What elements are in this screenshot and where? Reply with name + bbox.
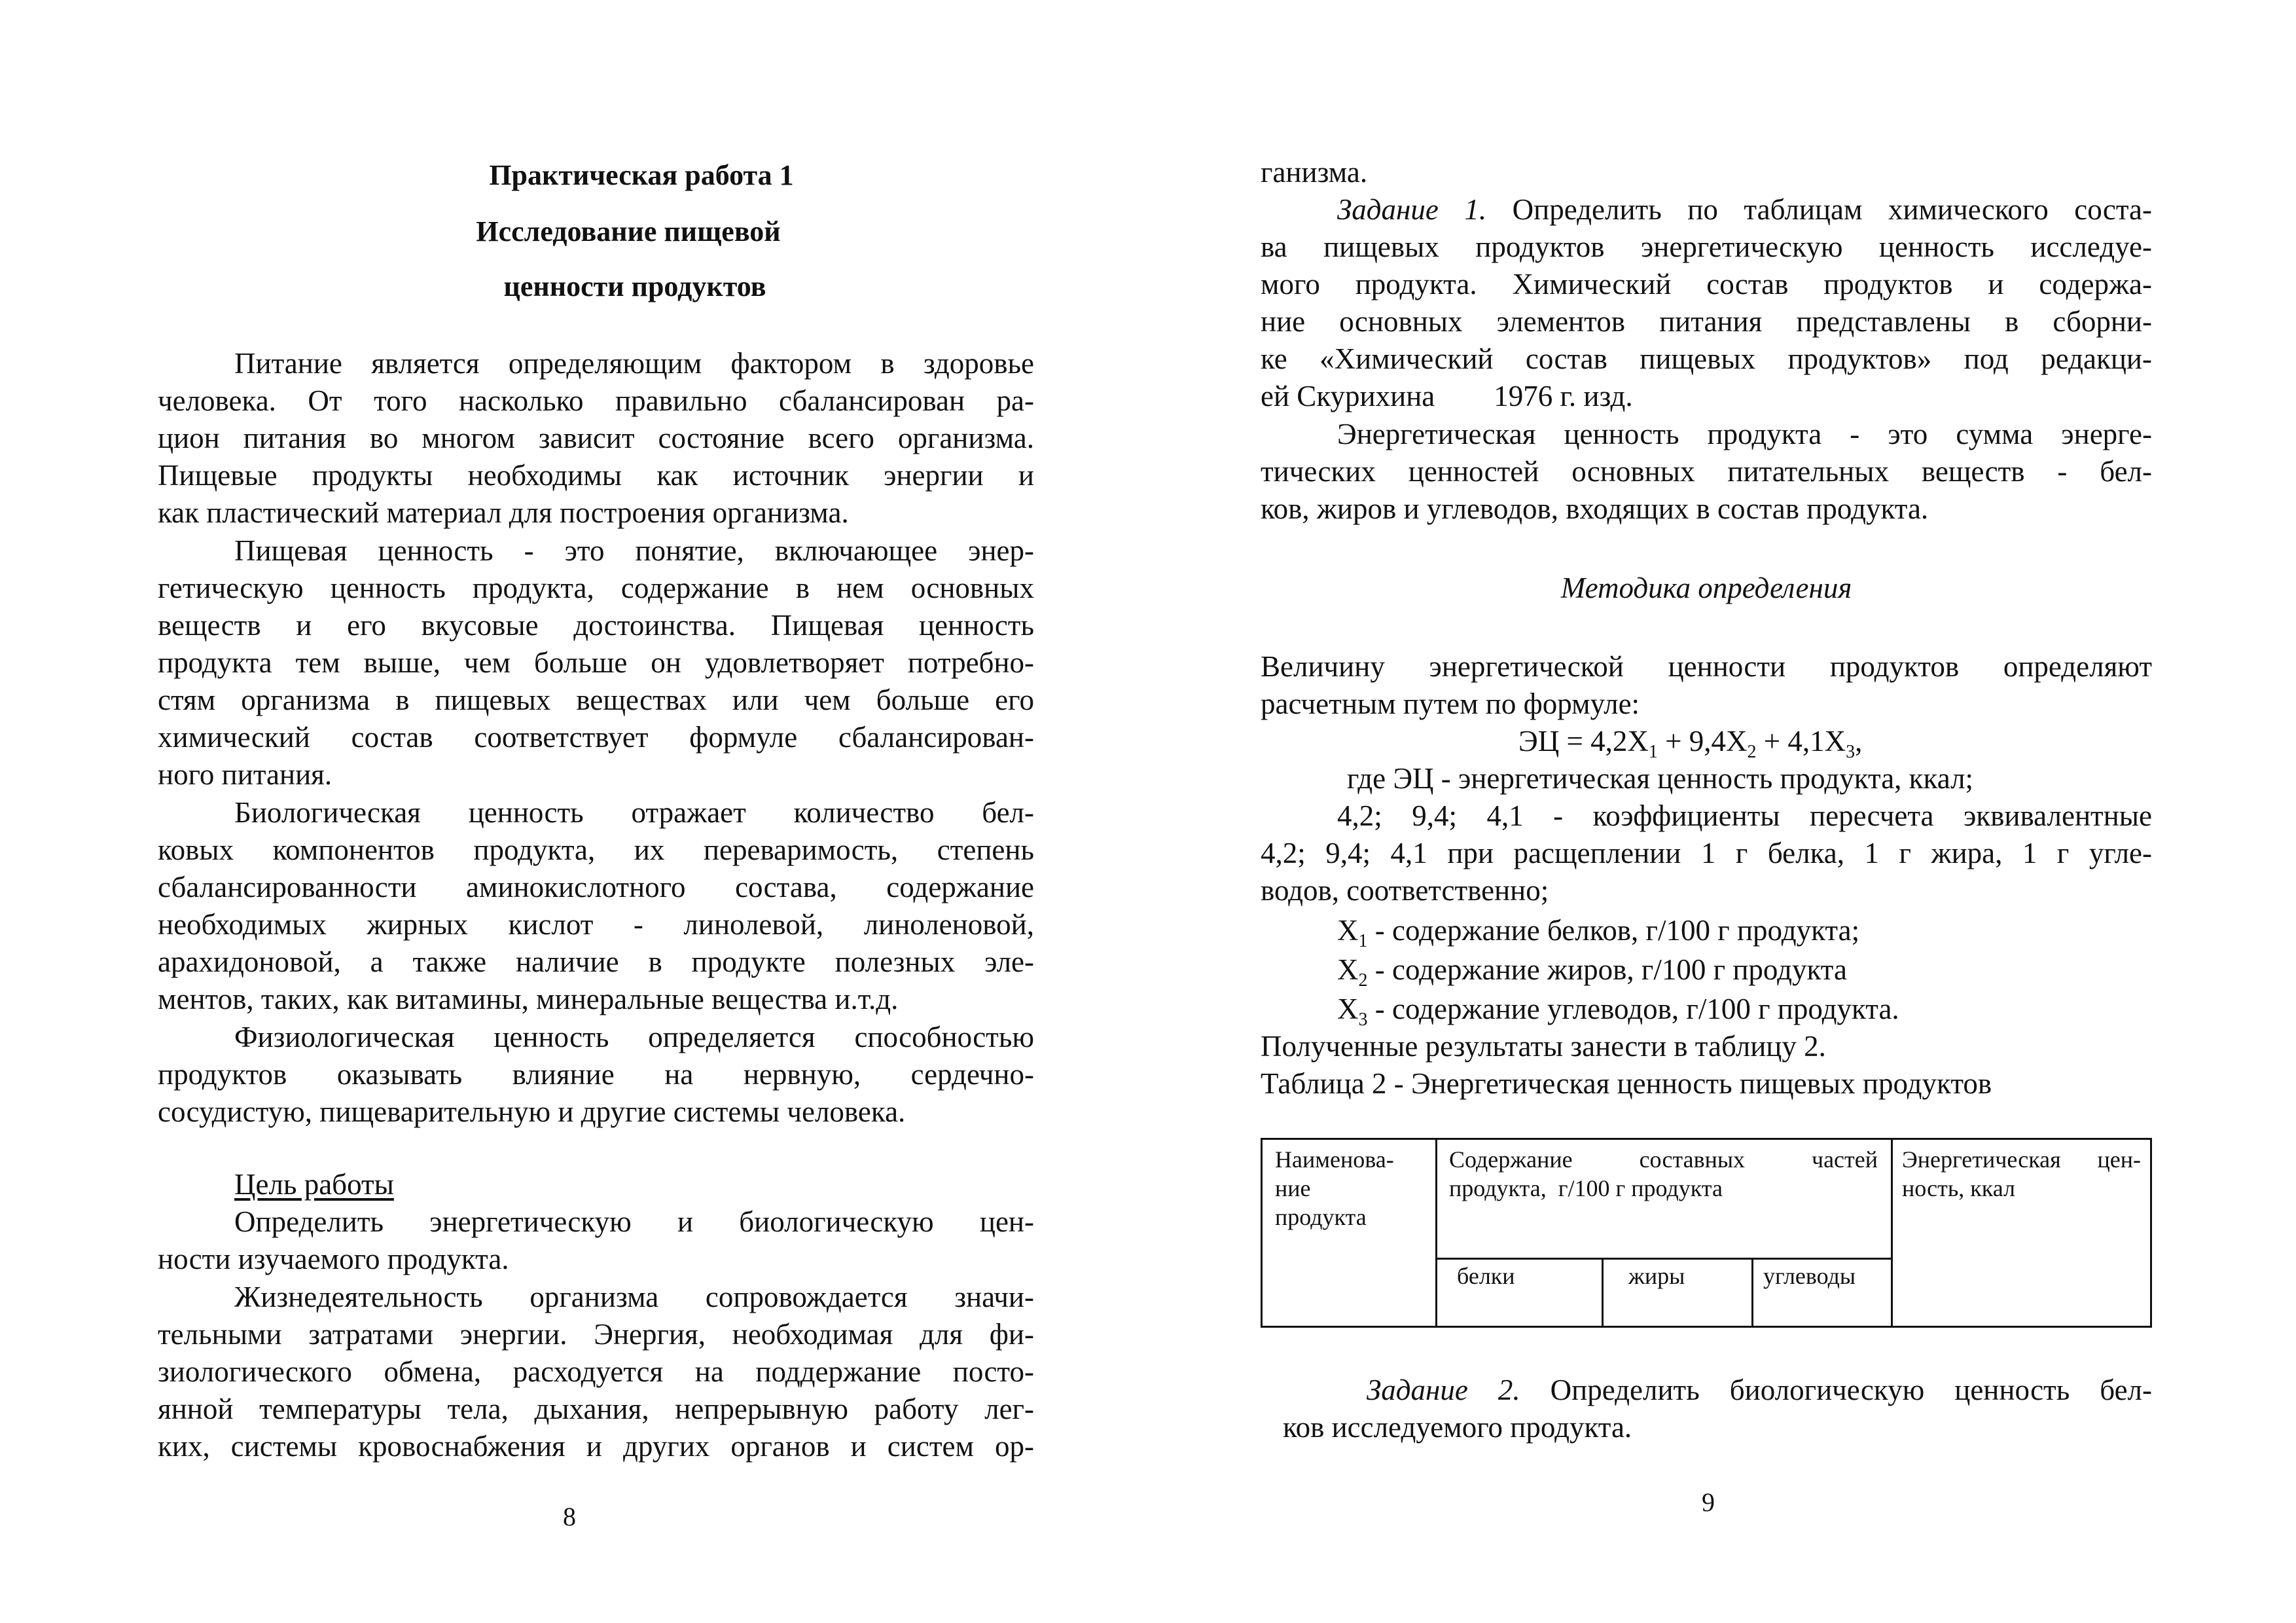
paragraph-line: ментов, таких, как витамины, минеральные вещества и.т.д.	[158, 983, 899, 1015]
paragraph-line: Пищевая ценность - это понятие, включающее энер-	[234, 534, 1034, 567]
paragraph-line: расчетным путем по формуле:	[1261, 687, 1640, 720]
paragraph-line: человека. От того насколько правильно сбалансирован ра-	[158, 384, 1034, 417]
goal-heading: Цель работы	[234, 1168, 394, 1201]
table-border	[2150, 1138, 2152, 1328]
paragraph-line: ности изучаемого продукта.	[158, 1243, 509, 1275]
col-header-fats: жиры	[1628, 1263, 1685, 1289]
paragraph-line: водов, соответственно;	[1261, 874, 1549, 907]
col-header-carbohydrates: углеводы	[1763, 1263, 1856, 1289]
paragraph-line: цион питания во многом зависит состояние всего организма.	[158, 422, 1034, 454]
method-heading: Методика определения	[1560, 572, 1852, 604]
paragraph-line: мого продукта. Химический состав продуктов и содержа-	[1261, 268, 2152, 301]
col-header-energy: ность, ккал	[1902, 1175, 2015, 1201]
paragraph-line: стям организма в пищевых веществах или чем больше его	[158, 684, 1034, 716]
paragraph-line: химический состав соответствует формуле сбалансирован-	[158, 721, 1034, 754]
table-border	[1602, 1258, 1604, 1328]
task2-label: Задание 2.	[1367, 1374, 1520, 1406]
paragraph-line: ких, системы кровоснабжения и других органов и систем ор-	[158, 1430, 1034, 1463]
paragraph-line: Физиологическая ценность определяется способностью	[234, 1021, 1034, 1053]
paragraph-line: где ЭЦ - энергетическая ценность продукта, ккал;	[1347, 762, 1974, 795]
x2-definition: $Х_2$ - содержание жиров, г/100 г продукта	[1337, 953, 1847, 991]
paragraph-line: тельными затратами энергии. Энергия, необходимая для фи-	[158, 1318, 1034, 1351]
paragraph-line: как пластический материал для построения организма.	[158, 496, 849, 529]
paragraph-line: ковых компонентов продукта, их переваримость, степень	[158, 833, 1034, 866]
col-header-content: Содержание составных частей	[1449, 1146, 1878, 1173]
paragraph-line: Пищевые продукты необходимы как источник энергии и	[158, 459, 1034, 492]
paragraph-line: сосудистую, пищеварительную и другие системы человека.	[158, 1095, 906, 1128]
x3-definition: $Х_3$ - содержание углеводов, г/100 г продукта.	[1337, 993, 1899, 1030]
table-border	[1891, 1138, 1893, 1328]
paragraph-line: Питание является определяющим фактором в здоровье	[234, 347, 1034, 380]
table-border	[1435, 1138, 1437, 1328]
paragraph-line: Величину энергетической ценности продуктов определяют	[1261, 650, 2152, 683]
paragraph-line: продукта тем выше, чем больше он удовлетворяет потребно-	[158, 646, 1034, 679]
paragraph-line: арахидоновой, а также наличие в продукте полезных эле-	[158, 945, 1034, 978]
paragraph-line: тических ценностей основных питательных веществ - бел-	[1261, 455, 2152, 488]
paragraph-line: янной температуры тела, дыхания, непрерывную работу лег-	[158, 1393, 1034, 1425]
paragraph-line: ей Скурихина 1976 г. изд.	[1261, 380, 1633, 412]
paragraph-line: Определить энергетическую и биологическую цен-	[234, 1205, 1034, 1238]
table-border	[1261, 1326, 2152, 1328]
task1-first-line: Задание 1. Определить по таблицам химического соста-	[1337, 193, 2152, 226]
paragraph-line: 4,2; 9,4; 4,1 - коэффициенты пересчета эквивалентные	[1337, 799, 2152, 832]
table-border	[1261, 1138, 2152, 1140]
page-number: 9	[1702, 1487, 1715, 1517]
col-header-product-name: продукта	[1275, 1204, 1367, 1230]
paragraph-line: Биологическая ценность отражает количество бел-	[234, 796, 1034, 829]
section-subtitle-line-1: Исследование пищевой	[476, 215, 781, 247]
paragraph-line: ков исследуемого продукта.	[1283, 1411, 1632, 1444]
section-title: Практическая работа 1	[489, 159, 794, 191]
col-header-proteins: белки	[1457, 1263, 1515, 1289]
paragraph-line: необходимых жирных кислот - линолевой, линоленовой,	[158, 908, 1034, 941]
task1-label: Задание 1.	[1337, 193, 1487, 226]
paragraph-line: ного питания.	[158, 758, 332, 791]
col-header-content: продукта, г/100 г продукта	[1449, 1175, 1723, 1201]
paragraph-line: ке «Химический состав пищевых продуктов» под редакци-	[1261, 342, 2152, 375]
table-border	[1751, 1258, 1753, 1328]
continuation-line: ганизма.	[1261, 156, 1368, 189]
results-instruction: Полученные результаты занести в таблицу 2.	[1261, 1030, 1826, 1063]
col-header-product-name: ние	[1275, 1175, 1311, 1201]
col-header-product-name: Наименова-	[1275, 1146, 1394, 1173]
energy-value-table	[1261, 1138, 2152, 1328]
paragraph-line: продуктов оказывать влияние на нервную, сердечно-	[158, 1058, 1034, 1091]
paragraph-line: ков, жиров и углеводов, входящих в состав продукта.	[1261, 492, 1929, 525]
section-subtitle-line-2: ценности продуктов	[503, 270, 766, 302]
paragraph-line: Жизнедеятельность организма сопровождается значи-	[234, 1281, 1034, 1313]
paragraph-line: ние основных элементов питания представлены в сборни-	[1261, 305, 2152, 338]
paragraph-line: ва пищевых продуктов энергетическую ценность исследуе-	[1261, 230, 2152, 263]
paragraph-line: сбалансированности аминокислотного состава, содержание	[158, 871, 1034, 903]
x1-definition: $Х_1$ - содержание белков, г/100 г продукта;	[1337, 914, 1860, 951]
table-border	[1435, 1258, 1893, 1260]
paragraph-line: зиологического обмена, расходуется на поддержание посто-	[158, 1355, 1034, 1388]
col-header-energy: Энергетическая цен-	[1902, 1146, 2141, 1173]
paragraph-line: 4,2; 9,4; 4,1 при расщеплении 1 г белка, 1 г жира, 1 г угле-	[1261, 837, 2152, 869]
page-number: 8	[563, 1502, 576, 1531]
energy-formula: ЭЦ = $4,2Х_1 + 9,4Х_2 + 4,1Х_3$,	[1518, 725, 1863, 762]
table-caption: Таблица 2 - Энергетическая ценность пищевых продуктов	[1261, 1067, 1992, 1100]
paragraph-line: веществ и его вкусовые достоинства. Пищевая ценность	[158, 609, 1034, 642]
task2-first-line: Задание 2. Определить биологическую ценность бел-	[1367, 1374, 2152, 1406]
paragraph-line: Энергетическая ценность продукта - это сумма энерге-	[1337, 418, 2152, 450]
paragraph-line: гетическую ценность продукта, содержание в нем основных	[158, 572, 1034, 604]
table-border	[1261, 1138, 1263, 1328]
